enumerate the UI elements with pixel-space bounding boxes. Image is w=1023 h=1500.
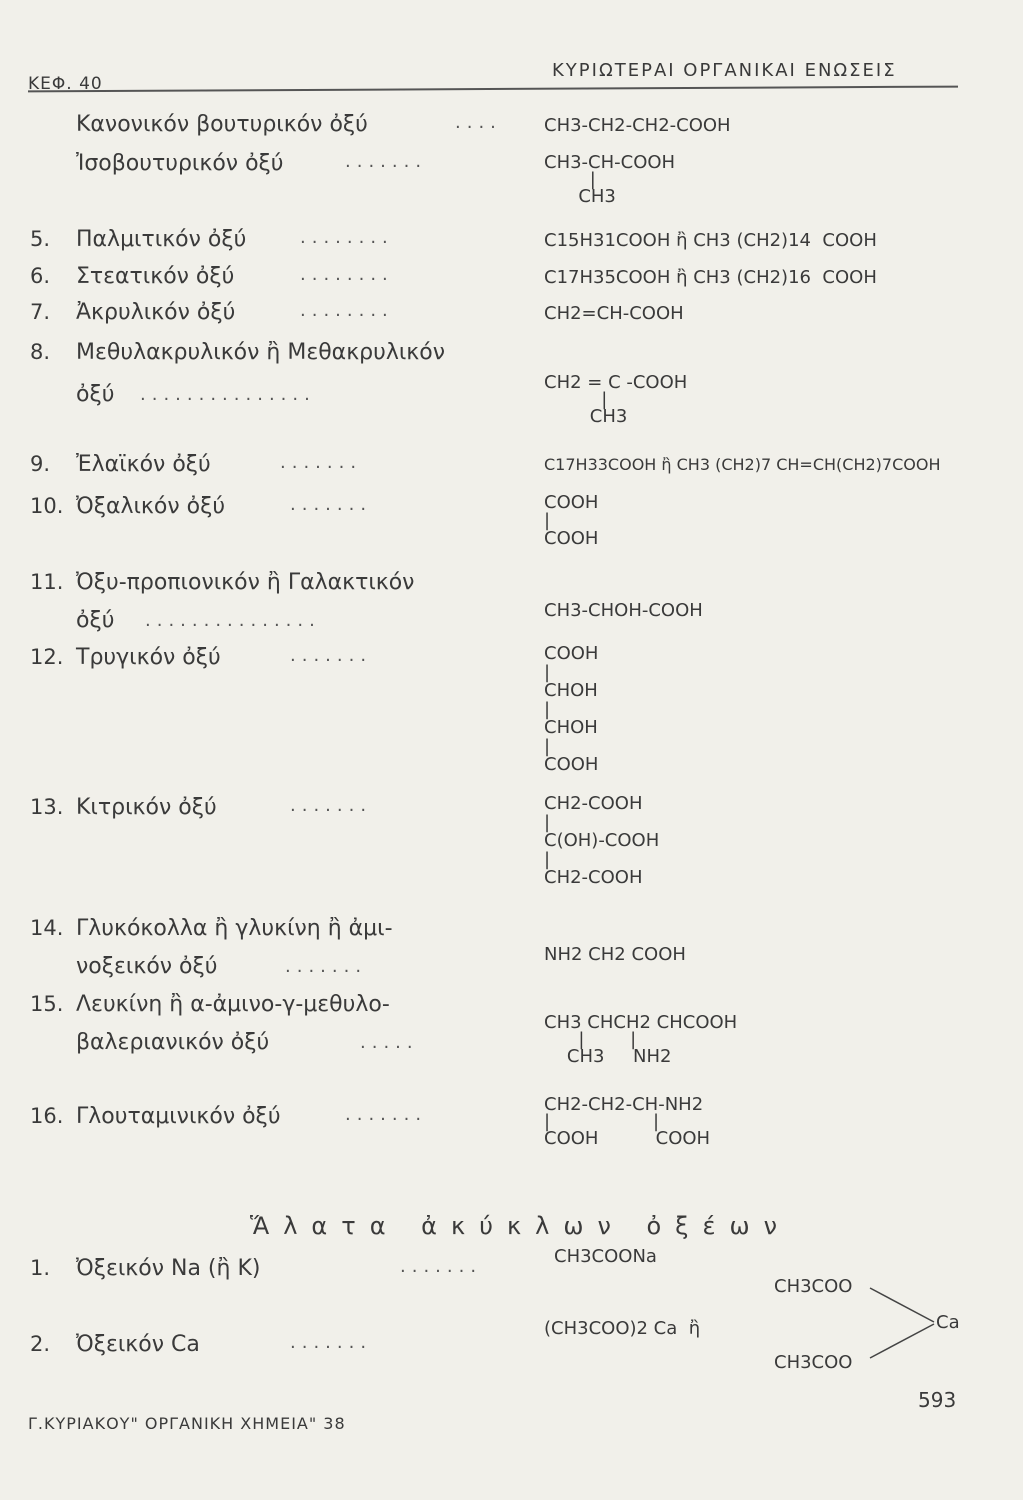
acid-name: Ἐλαϊκόν ὀξύ: [76, 452, 211, 477]
acid-entry: [0, 643, 1023, 775]
acid-name: Γλουταμινικόν ὀξύ: [76, 1104, 281, 1129]
acid-formula: CH3-CHOH-COOH: [544, 600, 703, 621]
entry-number: 7.: [30, 300, 51, 324]
acid-name-cont: βαλεριανικόν ὀξύ: [76, 1030, 270, 1055]
salt-formula: CH3COONa: [554, 1246, 657, 1267]
acid-formula: CH2=CH-COOH: [544, 303, 684, 324]
entry-number: 12.: [30, 645, 64, 669]
bond-lines: [860, 1282, 940, 1368]
entry-number: 10.: [30, 494, 64, 518]
acid-name-cont: ὀξύ: [76, 382, 115, 407]
leader-dots: ........: [300, 300, 394, 321]
leader-dots: ........: [300, 227, 394, 248]
leader-dots: ........: [300, 264, 394, 285]
acid-formula: COOH | CHOH | CHOH | COOH: [544, 643, 599, 775]
leader-dots: ...............: [145, 610, 321, 631]
acid-entry: [0, 452, 1023, 477]
leader-dots: .......: [285, 956, 368, 977]
acid-formula: COOH | COOH: [544, 492, 599, 549]
acid-formula: NH2 CH2 COOH: [544, 944, 686, 965]
salt-entry: [0, 1246, 1023, 1281]
acid-name: Παλμιτικόν ὀξύ: [76, 227, 247, 252]
leader-dots: .......: [290, 1332, 373, 1353]
acid-formula: CH3-CH2-CH2-COOH: [544, 115, 731, 136]
acid-entry: [0, 300, 1023, 325]
acid-entry: [0, 340, 1023, 427]
acid-formula: CH2 = C -COOH | CH3: [544, 372, 688, 427]
acid-name: Γλυκόκολλα ἢ γλυκίνη ἢ ἀμι-: [76, 916, 393, 941]
salt-alt-top: CH3COO: [774, 1276, 853, 1297]
salt-name: Ὀξεικόν Ca: [76, 1332, 200, 1357]
salt-alt-metal: Ca: [936, 1312, 960, 1333]
entry-number: 5.: [30, 227, 51, 251]
acid-entry: [0, 916, 1023, 979]
entry-number: 13.: [30, 795, 64, 819]
acid-name: Ἰσοβουτυρικόν ὀξύ: [76, 151, 284, 176]
section-title: Ἅλατα ἀκύκλων ὀξέων: [250, 1212, 792, 1240]
salt-formula: (CH3COO)2 Ca ἢ: [544, 1318, 701, 1339]
entry-number: 11.: [30, 570, 64, 594]
entry-number: 2.: [30, 1332, 51, 1356]
acid-entry: [0, 112, 1023, 137]
salt-name: Ὀξεικόν Na (ἢ K): [76, 1256, 261, 1281]
acid-name: Ὀξαλικόν ὀξύ: [76, 494, 226, 519]
leader-dots: .....: [360, 1032, 419, 1053]
entry-number: 9.: [30, 452, 51, 476]
salt-entry: [0, 1276, 1023, 1373]
entry-number: 6.: [30, 264, 51, 288]
acid-entry: [0, 264, 1023, 289]
page-number: 593: [918, 1388, 957, 1412]
acid-formula: CH2-COOH | C(OH)-COOH | CH2-COOH: [544, 793, 660, 888]
leader-dots: .......: [290, 795, 373, 816]
acid-entry: [0, 227, 1023, 252]
header-rule: [28, 86, 958, 93]
acid-formula: C17H35COOH ἢ CH3 (CH2)16 COOH: [544, 267, 877, 288]
leader-dots: ....: [455, 112, 502, 133]
acid-name-cont: ὀξύ: [76, 608, 115, 633]
acid-entry: [0, 492, 1023, 549]
acid-name-cont: νοξεικόν ὀξύ: [76, 954, 218, 979]
acid-entry: [0, 570, 1023, 633]
entry-number: 1.: [30, 1256, 51, 1280]
acid-entry: [0, 992, 1023, 1067]
acid-name: Μεθυλακρυλικόν ἢ Μεθακρυλικόν: [76, 340, 446, 365]
acid-entry: [0, 1094, 1023, 1149]
acid-name: Ὀξυ-προπιονικόν ἢ Γαλακτικόν: [76, 570, 415, 595]
acid-name: Κιτρικόν ὀξύ: [76, 795, 217, 820]
acid-entry: [0, 793, 1023, 888]
chapter-label: ΚΕΦ. 40: [28, 74, 103, 94]
acid-formula: CH3 CHCH2 CHCOOH | | CH3 NH2: [544, 1012, 738, 1067]
leader-dots: .......: [290, 494, 373, 515]
leader-dots: .......: [345, 1104, 428, 1125]
acid-name: Τρυγικόν ὀξύ: [76, 645, 221, 670]
salt-alt-bottom: CH3COO: [774, 1352, 853, 1373]
acid-name: Στεατικόν ὀξύ: [76, 264, 235, 289]
acid-formula: CH3-CH-COOH | CH3: [544, 152, 676, 207]
leader-dots: .......: [280, 452, 363, 473]
acid-formula: C15H31COOH ἢ CH3 (CH2)14 COOH: [544, 230, 877, 251]
acid-name: Λευκίνη ἢ α-ἀμινο-γ-μεθυλο-: [76, 992, 390, 1017]
running-header: ΚΥΡΙΩΤΕΡΑΙ ΟΡΓΑΝΙΚΑΙ ΕΝΩΣΕΙΣ: [552, 60, 897, 81]
acid-entry: [0, 151, 1023, 207]
acid-formula: C17H33COOH ἢ CH3 (CH2)7 CH=CH(CH2)7COOH: [544, 455, 941, 474]
entry-number: 14.: [30, 916, 64, 940]
leader-dots: .......: [400, 1256, 483, 1277]
entry-number: 8.: [30, 340, 51, 364]
acid-formula: CH2-CH2-CH-NH2 | | COOH COOH: [544, 1094, 711, 1149]
leader-dots: ...............: [140, 384, 316, 405]
acid-name: Ἀκρυλικόν ὀξύ: [76, 300, 236, 325]
leader-dots: .......: [345, 151, 428, 172]
footer-signature: Γ.ΚΥΡΙΑΚΟΥ" ΟΡΓΑΝΙΚΗ ΧΗΜΕΙΑ" 38: [28, 1414, 346, 1433]
entry-number: 15.: [30, 992, 64, 1016]
leader-dots: .......: [290, 645, 373, 666]
entry-number: 16.: [30, 1104, 64, 1128]
acid-name: Κανονικόν βουτυρικόν ὀξύ: [76, 112, 368, 137]
